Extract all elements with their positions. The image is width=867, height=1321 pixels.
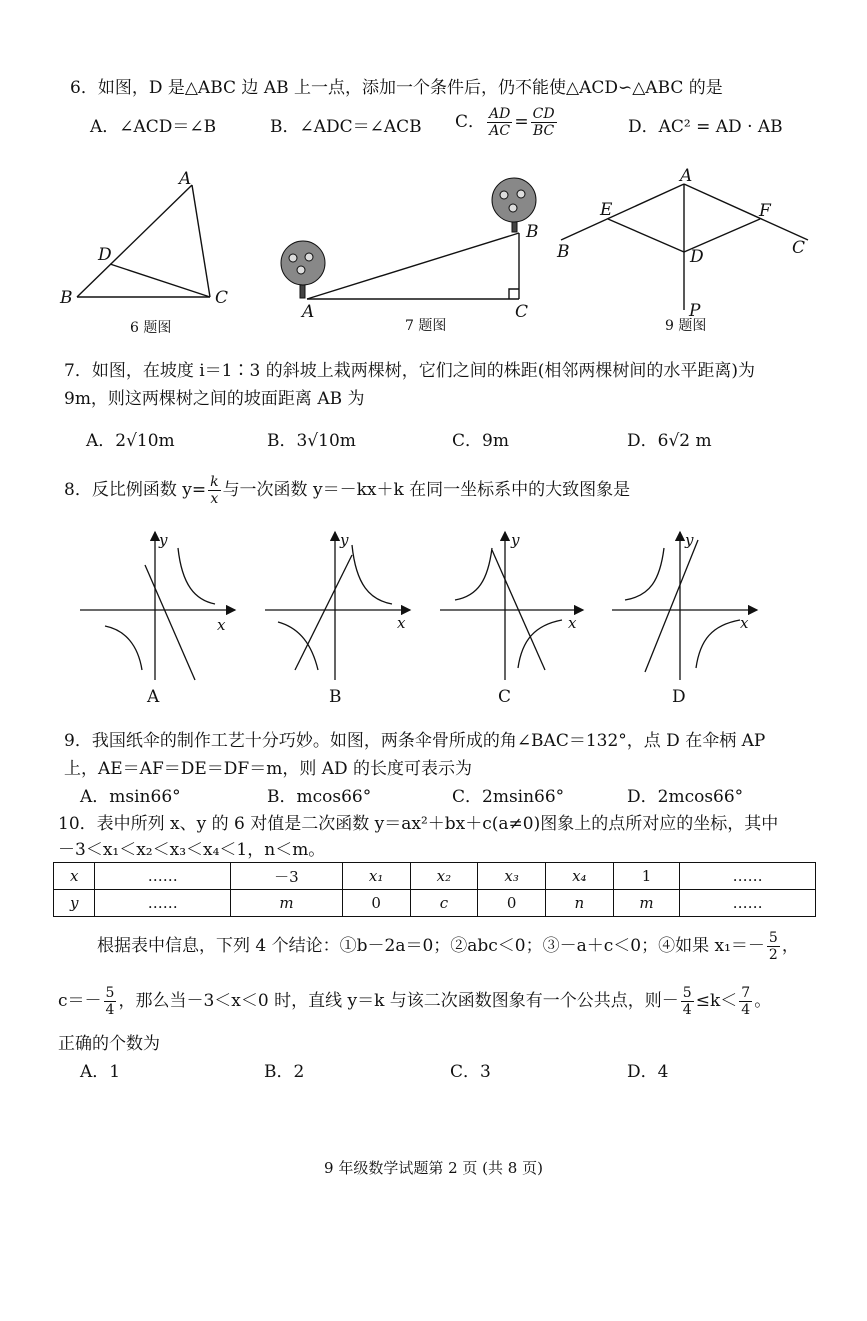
q7-option-a[interactable]: A．2√10m	[86, 431, 175, 451]
q9-option-b[interactable]: B．mcos66°	[267, 787, 372, 807]
fig9-label-b: B	[557, 242, 570, 262]
frac-5-4-num-2: 5	[682, 985, 692, 1001]
q10-conclusion-pre: 根据表中信息，下列 4 个结论：①b－2a＝0；②abc＜0；③－a＋c＜0；④如果 x₁＝－	[97, 936, 765, 957]
graph-c	[440, 532, 583, 680]
q10-line2-mid2: ≤k＜	[695, 991, 738, 1012]
q10-option-d[interactable]: D．4	[627, 1062, 669, 1082]
table-cell: x₃	[478, 863, 546, 890]
q6-option-a[interactable]: A．∠ACD＝∠B	[90, 117, 217, 137]
fig6-caption: 6 题图	[130, 320, 172, 336]
q8-stem-post: 与一次函数 y＝－kx＋k 在同一坐标系中的大致图象是	[222, 480, 631, 501]
fig6-label-c: C	[215, 288, 229, 308]
fig6-label-b: B	[60, 288, 73, 308]
table-cell: －3	[231, 863, 343, 890]
graph-a	[80, 532, 235, 680]
q6-c-num2: CD	[532, 106, 555, 122]
q6-option-d[interactable]: D．AC² = AD · AB	[628, 117, 783, 137]
q10-conclusion-comma: ，	[781, 936, 799, 957]
q10-stem-line2: －3＜x₁＜x₂＜x₃＜x₄＜1，n＜m。	[58, 840, 326, 860]
q8-frac-num: k	[210, 474, 219, 490]
fig9-label-p: P	[689, 301, 701, 321]
graph-a-x-label: x	[217, 616, 226, 634]
q9-option-c[interactable]: C．2msin66°	[452, 787, 565, 807]
q10-option-c[interactable]: C．3	[450, 1062, 491, 1082]
graph-c-option[interactable]: C	[498, 687, 512, 707]
q10-line2-pre: c＝－	[58, 991, 102, 1012]
graph-b-y-label: y	[340, 531, 349, 549]
graph-c-x-label: x	[568, 614, 577, 632]
graph-d	[612, 532, 757, 680]
table-cell: n	[545, 890, 613, 917]
fig9-label-e: E	[600, 200, 613, 220]
graph-a-option[interactable]: A	[147, 687, 160, 707]
fig7-caption: 7 题图	[405, 318, 447, 334]
q10-line2-end: 。	[754, 991, 772, 1012]
q6-c-eq: =	[514, 112, 529, 133]
fig9-caption: 9 题图	[665, 318, 707, 334]
table-cell: m	[613, 890, 680, 917]
q9-stem-line1: 9．我国纸伞的制作工艺十分巧妙。如图，两条伞骨所成的角∠BAC＝132°，点 D 在伞柄 AP	[64, 731, 766, 751]
graph-d-x-label: x	[740, 614, 749, 632]
fig9-label-d: D	[690, 247, 704, 267]
fig6-label-d: D	[98, 245, 112, 265]
graph-a-y-label: y	[159, 531, 168, 549]
table-cell: 1	[613, 863, 680, 890]
table-cell: x₂	[410, 863, 478, 890]
fig7-slope	[307, 233, 519, 299]
fig9-label-f: F	[759, 201, 771, 221]
graph-c-y-label: y	[511, 531, 520, 549]
table-cell: ……	[680, 890, 816, 917]
fig6-triangle	[77, 185, 210, 297]
frac-5-2-den: 2	[768, 947, 778, 964]
table-cell: y	[54, 890, 95, 917]
q8-stem-pre: 8．反比例函数 y=	[64, 480, 207, 501]
q6-option-c-label: C．	[455, 112, 486, 133]
page-footer: 9 年级数学试题第 2 页 (共 8 页)	[324, 1159, 543, 1177]
table-cell: c	[410, 890, 478, 917]
q7-option-c[interactable]: C．9m	[452, 431, 509, 451]
q6-option-b[interactable]: B．∠ADC＝∠ACB	[270, 117, 422, 137]
table-cell: ……	[95, 863, 231, 890]
q6-c-den1: AC	[489, 123, 511, 140]
table-cell: ……	[95, 890, 231, 917]
q7-option-d[interactable]: D．6√2 m	[627, 431, 712, 451]
q10-stem-line1: 10．表中所列 x、y 的 6 对值是二次函数 y＝ax²＋bx＋c(a≠0)图象上的点所对应的坐标，其中	[58, 814, 779, 834]
fig7-label-c: C	[515, 302, 529, 322]
frac-5-2-num: 5	[768, 930, 778, 946]
table-cell: ……	[680, 863, 816, 890]
graph-b-x-label: x	[397, 614, 406, 632]
table-cell: x₁	[342, 863, 410, 890]
fig9-label-a: A	[680, 166, 693, 186]
fig9-label-c: C	[792, 238, 806, 258]
q6-stem: 6．如图，D 是△ABC 边 AB 上一点，添加一个条件后，仍不能使△ACD∽△ABC 的是	[70, 78, 723, 98]
q7-stem-line1: 7．如图，在坡度 i＝1∶3 的斜坡上栽两棵树，它们之间的株距(相邻两棵树间的水平距离)为	[64, 361, 755, 381]
table-cell: 0	[342, 890, 410, 917]
q9-option-a[interactable]: A．msin66°	[80, 787, 181, 807]
q10-conclusions-line2	[58, 985, 771, 1018]
table-cell: m	[231, 890, 343, 917]
q7-option-b[interactable]: B．3√10m	[267, 431, 356, 451]
table-cell: x	[54, 863, 95, 890]
frac-5-4-den: 4	[105, 1002, 115, 1019]
q10-option-b[interactable]: B．2	[264, 1062, 305, 1082]
fig7-label-a: A	[302, 302, 315, 322]
table-row-x	[54, 863, 816, 890]
q9-option-d[interactable]: D．2mcos66°	[627, 787, 744, 807]
graph-d-option[interactable]: D	[672, 687, 686, 707]
table-cell: 0	[478, 890, 546, 917]
frac-5-4-num: 5	[105, 985, 115, 1001]
q10-option-a[interactable]: A．1	[80, 1062, 121, 1082]
tree-icon-left	[281, 241, 325, 298]
table-cell: x₄	[545, 863, 613, 890]
table-row-y	[54, 890, 816, 917]
frac-7-4-den: 4	[741, 1002, 751, 1019]
q10-line3: 正确的个数为	[58, 1034, 160, 1054]
q9-stem-line2: 上，AE＝AF＝DE＝DF＝m，则 AD 的长度可表示为	[64, 759, 473, 779]
q6-c-num1: AD	[489, 106, 511, 122]
q10-table	[53, 862, 816, 917]
q7-stem-line2: 9m，则这两棵树之间的坡面距离 AB 为	[64, 389, 365, 409]
q8-stem	[64, 474, 630, 507]
q8-frac-den: x	[210, 491, 219, 508]
frac-5-4-den-2: 4	[682, 1002, 692, 1019]
fig7-label-b: B	[526, 222, 539, 242]
q10-conclusions-line1	[97, 930, 799, 963]
graph-d-y-label: y	[685, 531, 694, 549]
q10-line2-mid: ，那么当－3＜x＜0 时，直线 y＝k 与该二次函数图象有一个公共点，则－	[118, 991, 679, 1012]
graph-b	[265, 532, 410, 680]
graph-b-option[interactable]: B	[329, 687, 342, 707]
fig6-label-a: A	[179, 169, 192, 189]
frac-7-4-num: 7	[741, 985, 751, 1001]
q6-c-den2: BC	[532, 123, 555, 140]
